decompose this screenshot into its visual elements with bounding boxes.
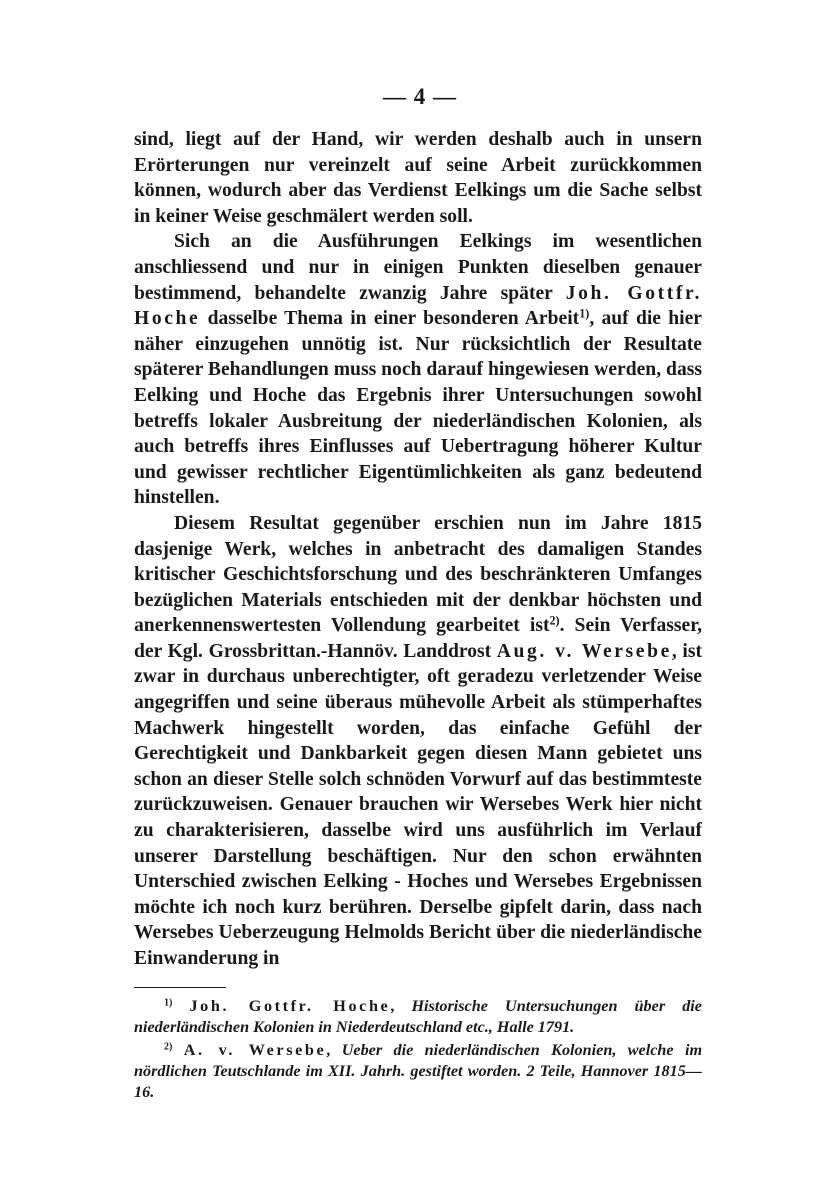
footnote-1-mark: 1) [164, 997, 173, 1009]
author-name-wersebe: Aug. v. Wersebe [496, 640, 672, 662]
footnote-divider [134, 987, 226, 988]
paragraph-2-part-2: dasselbe Thema in einer besonderen Arbeit [200, 308, 580, 330]
footnote-2-title: Ueber die niederländischen Kolonien, welche im nördlichen Teutschlande im XII. Jahrh. gestiftet worden. 2 Teile, Hannover 1815—16. [134, 1041, 703, 1101]
author-name-hoche: Joh. Gottfr. Hoche [134, 282, 702, 330]
paragraph-3-part-3: , ist zwar in durchaus unberechtigter, oft geradezu verletzender Weise angegriffen und seine überaus mühevolle Arbeit als stümperhaftes Machwerk hingestellt worden, das einfache Gefühl der Gerechtigkeit und Dankbarkeit gegen diesen Mann gebietet uns schon an dieser Stelle solch schnöden Vorwurf auf das bestimmteste zurückzuweisen. Genauer brauchen wir Wersebes Werk hier nicht zu charakterisieren, dasselbe wird uns ausführlich im Verlauf unserer Darstellung beschäftigen. Nur den schon erwähnten Unterschied zwischen Eelking - Hoches und Wersebes Ergebnissen möchte ich noch kurz berühren. Derselbe gipfelt darin, dass nach Wersebes Ueberzeugung Helmolds Bericht über die niederländische Einwanderung in [134, 640, 702, 969]
paragraph-3 [134, 511, 702, 972]
paragraph-3-part-2: . Sein Verfasser, der Kgl. Grossbrittan.-Hannöv. Landdrost [134, 615, 702, 662]
footnote-1-title: Historische Untersuchungen über die niederländischen Kolonien in Niederdeutschland etc., Halle 1791. [134, 997, 702, 1036]
main-text [134, 127, 702, 972]
footnotes [134, 996, 702, 1105]
footnote-2-author: A. v. Wersebe [183, 1041, 327, 1059]
page-number: — 4 — [383, 84, 457, 109]
paragraph-2-part-1: Sich an die Ausführungen Eelkings im wesentlichen anschliessend und nur in einigen Punkten dieselben genauer bestimmend, behandelte zwanzig Jahre später [134, 231, 702, 304]
footnote-1-author: Joh. Gottfr. Hoche [189, 997, 391, 1015]
paragraph-2-part-3: , auf die hier näher einzugehen unnötig ist. Nur rücksichtlich der Resultate späterer Behandlungen muss noch darauf hingewiesen werden, dass Eelking und Hoche das Ergebnis ihrer Untersuchungen sowohl betreffs lokaler Ausbreitung der niederländischen Kolonien, als auch betreffs ihres Einflusses auf Uebertragung höherer Kultur und gewisser rechtlicher Eigentümlichkeiten als ganz bedeutend hinstellen. [134, 308, 703, 509]
footnote-1 [134, 996, 702, 1038]
footnote-ref-2: 2) [549, 613, 560, 628]
footnote-2-sep: , [326, 1041, 342, 1059]
paragraph-3-part-1: Diesem Resultat gegenüber erschien nun im Jahre 1815 dasjenige Werk, welches in anbetracht des damaligen Standes kritischer Geschichtsforschung und des beschränkteren Umfanges bezüglichen Materials entschieden mit der denkbar höchsten und anerkennenswertesten Vollendung gearbeitet ist [134, 512, 702, 637]
paragraph-1: sind, liegt auf der Hand, wir werden deshalb auch in unsern Erörterungen nur vereinzelt auf seine Arbeit zurückkommen können, wodurch aber das Verdienst Eelkings um die Sache selbst in keiner Weise geschmälert werden soll. [134, 129, 702, 227]
footnote-2-mark: 2) [164, 1041, 173, 1053]
footnote-2 [134, 1040, 702, 1103]
paragraph-2 [134, 229, 702, 511]
footnote-ref-1: 1) [579, 306, 590, 321]
footnote-1-sep: , [390, 997, 412, 1015]
